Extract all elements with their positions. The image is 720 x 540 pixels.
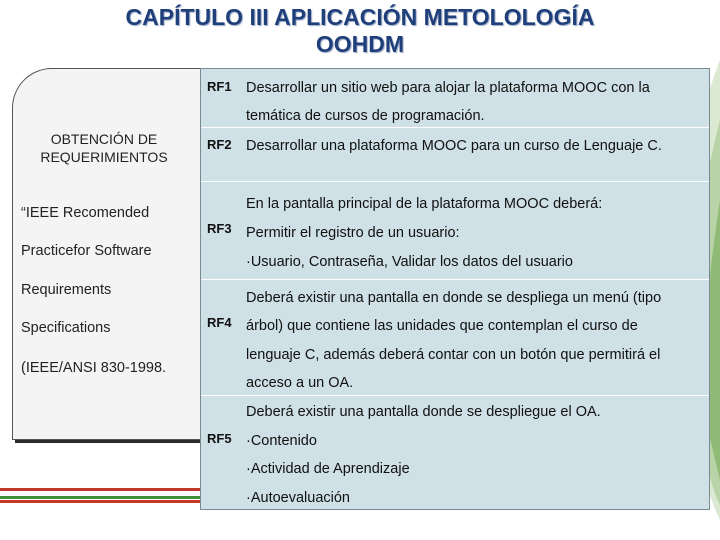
requirements-table [200,68,710,510]
rf-text: Desarrollar un sitio web para alojar la plataforma MOOC con la [246,80,650,96]
rf-id: RF5 [207,431,232,446]
rf-text: ·Contenido [246,433,317,449]
rf-text: temática de cursos de programación. [246,108,485,124]
heading-line-1: OBTENCIÓN DE [50,131,158,147]
rf-text: ·Actividad de Aprendizaje [246,461,410,477]
rf-text: En la pantalla principal de la plataforma MOOC deberá: [246,196,603,212]
stripe-white [0,492,200,495]
rf-id: RF1 [207,79,232,94]
rf-text: ·Usuario, Contraseña, Validar los datos del usuario [246,254,573,270]
heading-line-2: REQUERIMIENTOS [40,149,168,165]
left-line: (IEEE/ANSI 830-1998. [21,360,167,376]
rf-id: RF4 [207,315,232,330]
title-line-2: OOHDM [315,31,405,57]
slide-title [60,4,660,58]
stripe-red-2 [0,500,200,503]
row-divider [201,181,709,182]
left-line: Practicefor Software [21,243,152,259]
rf-text: Desarrollar una plataforma MOOC para un curso de Lenguaje C. [246,138,662,154]
left-line: Requirements [21,282,112,298]
rf-text: acceso a un OA. [246,375,354,391]
title-line-1: CAPÍTULO III APLICACIÓN METOLOLOGÍA [125,4,595,30]
rf-text: lenguaje C, además deberá contar con un botón que permitirá el [246,347,661,363]
stripe-green [0,496,200,499]
rf-text: Deberá existir una pantalla en donde se despliega un menú (tipo [246,290,662,306]
rf-id: RF3 [207,221,232,236]
rf-text: Permitir el registro de un usuario: [246,225,460,241]
left-heading [18,130,190,166]
rf-text: árbol) que contiene las unidades que contemplan el curso de [246,318,638,334]
left-line: Specifications [21,320,111,336]
row-divider [201,279,709,280]
stripe-red [0,488,200,491]
row-divider [201,127,709,128]
decorative-stripes [0,488,200,508]
row-divider [201,395,709,396]
left-line: “IEEE Recomended [21,205,150,221]
rf-id: RF2 [207,137,232,152]
rf-text: ·Autoevaluación [246,490,350,506]
rf-text: Deberá existir una pantalla donde se despliegue el OA. [246,404,601,420]
